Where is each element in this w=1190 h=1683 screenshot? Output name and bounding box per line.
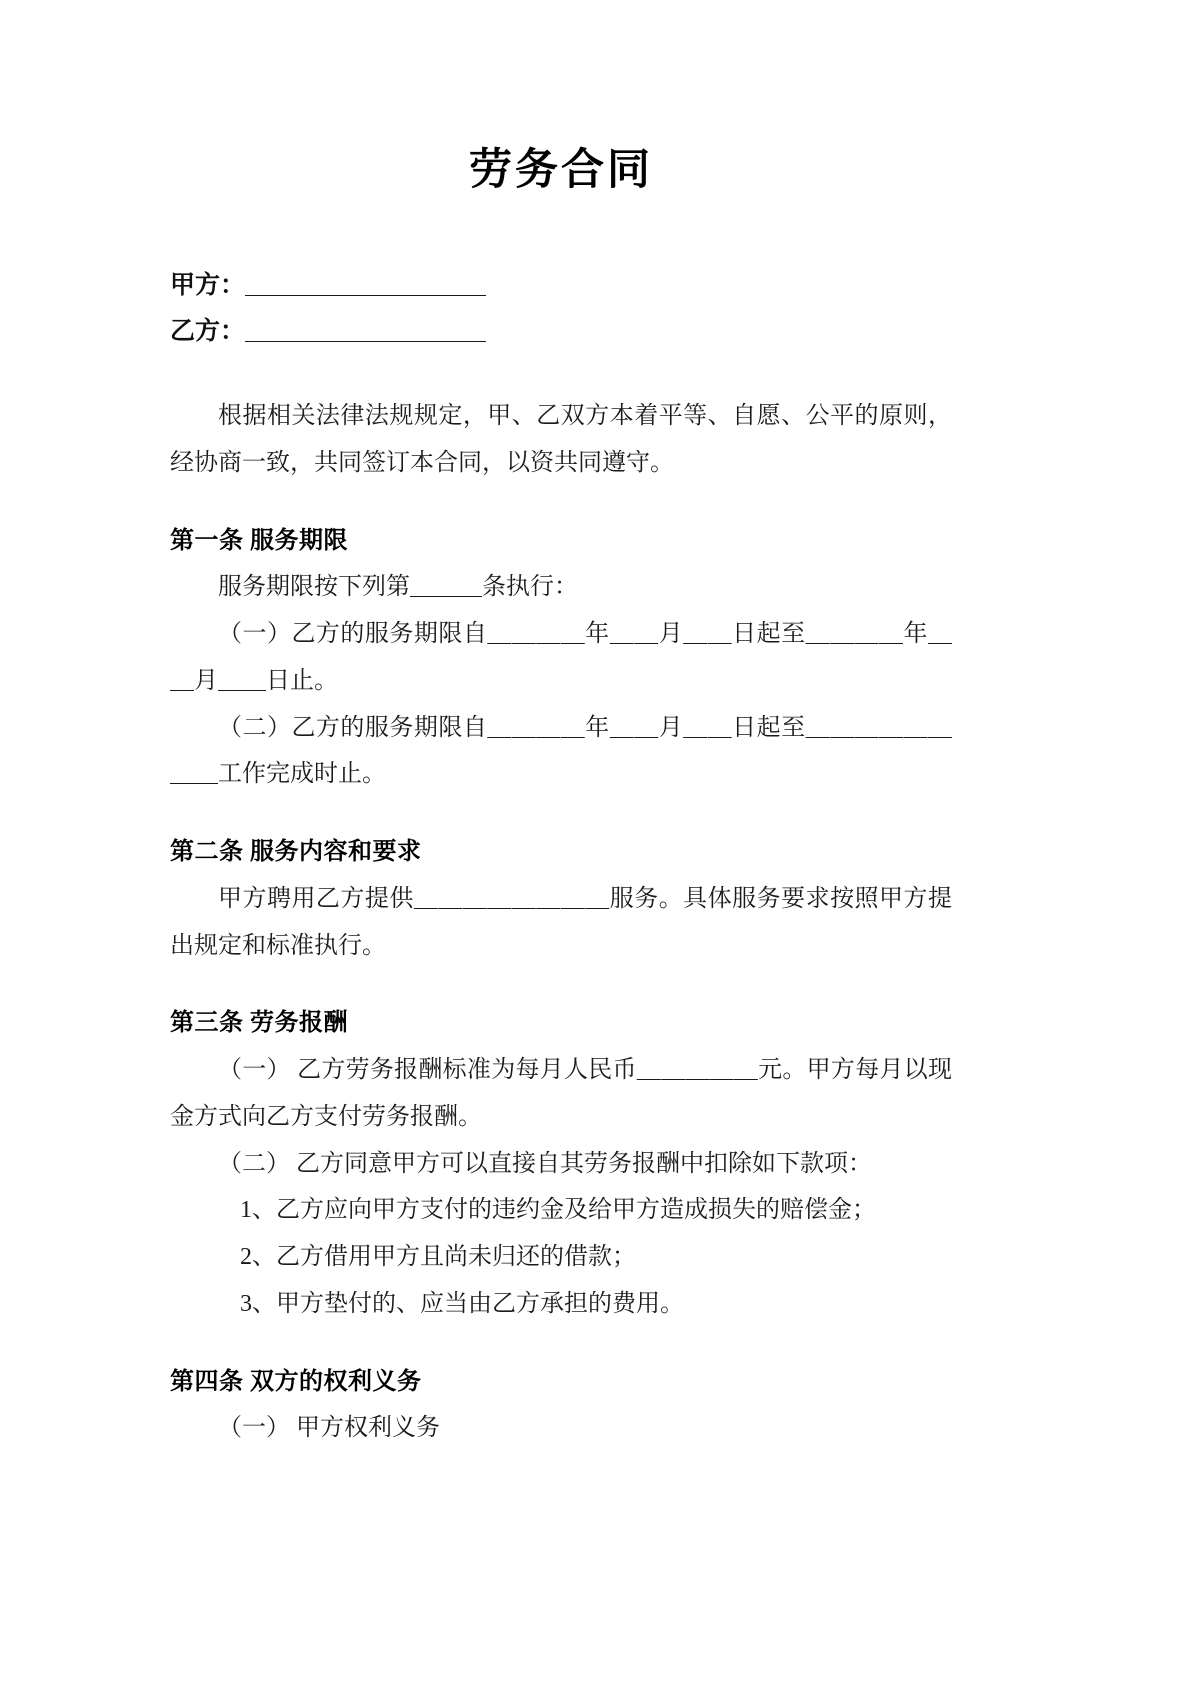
section-1-paragraph-1: 服务期限按下列第＿＿＿条执行： (218, 574, 578, 601)
document-body (170, 0, 952, 1452)
party-label-jiafang: 甲方： (170, 271, 246, 299)
section-3-paragraph-2: （二） 乙方同意甲方可以直接自其劳务报酬中扣除如下款项： (218, 1150, 872, 1177)
intro-paragraph: 根据相关法律法规规定，甲、乙双方本着平等、自愿、公平的原则，经协商一致，共同签订本合同，以资共同遵守。 (170, 403, 952, 476)
section-3-list-item-2: 2、乙方借用甲方且尚未归还的借款； (240, 1244, 636, 1271)
section-spacer (170, 969, 952, 1001)
party-fields (170, 263, 952, 356)
party-blank-yifang[interactable]: ＿＿＿＿＿＿＿＿＿＿ (245, 317, 486, 345)
section-2-paragraph-1: 甲方聘用乙方提供＿＿＿＿＿＿＿＿服务。具体服务要求按照甲方提出规定和标准执行。 (170, 885, 952, 959)
section-heading-2: 第二条 服务内容和要求 (170, 839, 422, 866)
party-row-yifang (170, 309, 952, 355)
party-row-jiafang (170, 263, 952, 309)
section-heading-1: 第一条 服务期限 (170, 527, 348, 554)
section-spacer (170, 487, 952, 519)
section-3-list-item-1: 1、乙方应向甲方支付的违约金及给甲方造成损失的赔偿金； (240, 1197, 876, 1224)
section-4-paragraph-1: （一） 甲方权利义务 (218, 1415, 440, 1442)
section-spacer (170, 1328, 952, 1360)
party-label-yifang: 乙方： (170, 317, 246, 345)
party-blank-jiafang[interactable]: ＿＿＿＿＿＿＿＿＿＿ (245, 271, 486, 299)
section-heading-4: 第四条 双方的权利义务 (170, 1368, 422, 1395)
section-spacer (170, 798, 952, 830)
section-3-paragraph-1: （一） 乙方劳务报酬标准为每月人民币＿＿＿＿＿元。甲方每月以现金方式向乙方支付劳务报酬。 (170, 1057, 952, 1130)
section-1-paragraph-2: （一）乙方的服务期限自＿＿＿＿年＿＿月＿＿日起至＿＿＿＿年＿＿月＿＿日止。 (170, 621, 952, 694)
page-title: 劳务合同 (469, 147, 653, 194)
section-1-paragraph-3: （二）乙方的服务期限自＿＿＿＿年＿＿月＿＿日起至＿＿＿＿＿＿＿＿工作完成时止。 (170, 714, 952, 788)
section-heading-3: 第三条 劳务报酬 (170, 1010, 348, 1037)
section-3-list-item-3: 3、甲方垫付的、应当由乙方承担的费用。 (240, 1291, 684, 1318)
